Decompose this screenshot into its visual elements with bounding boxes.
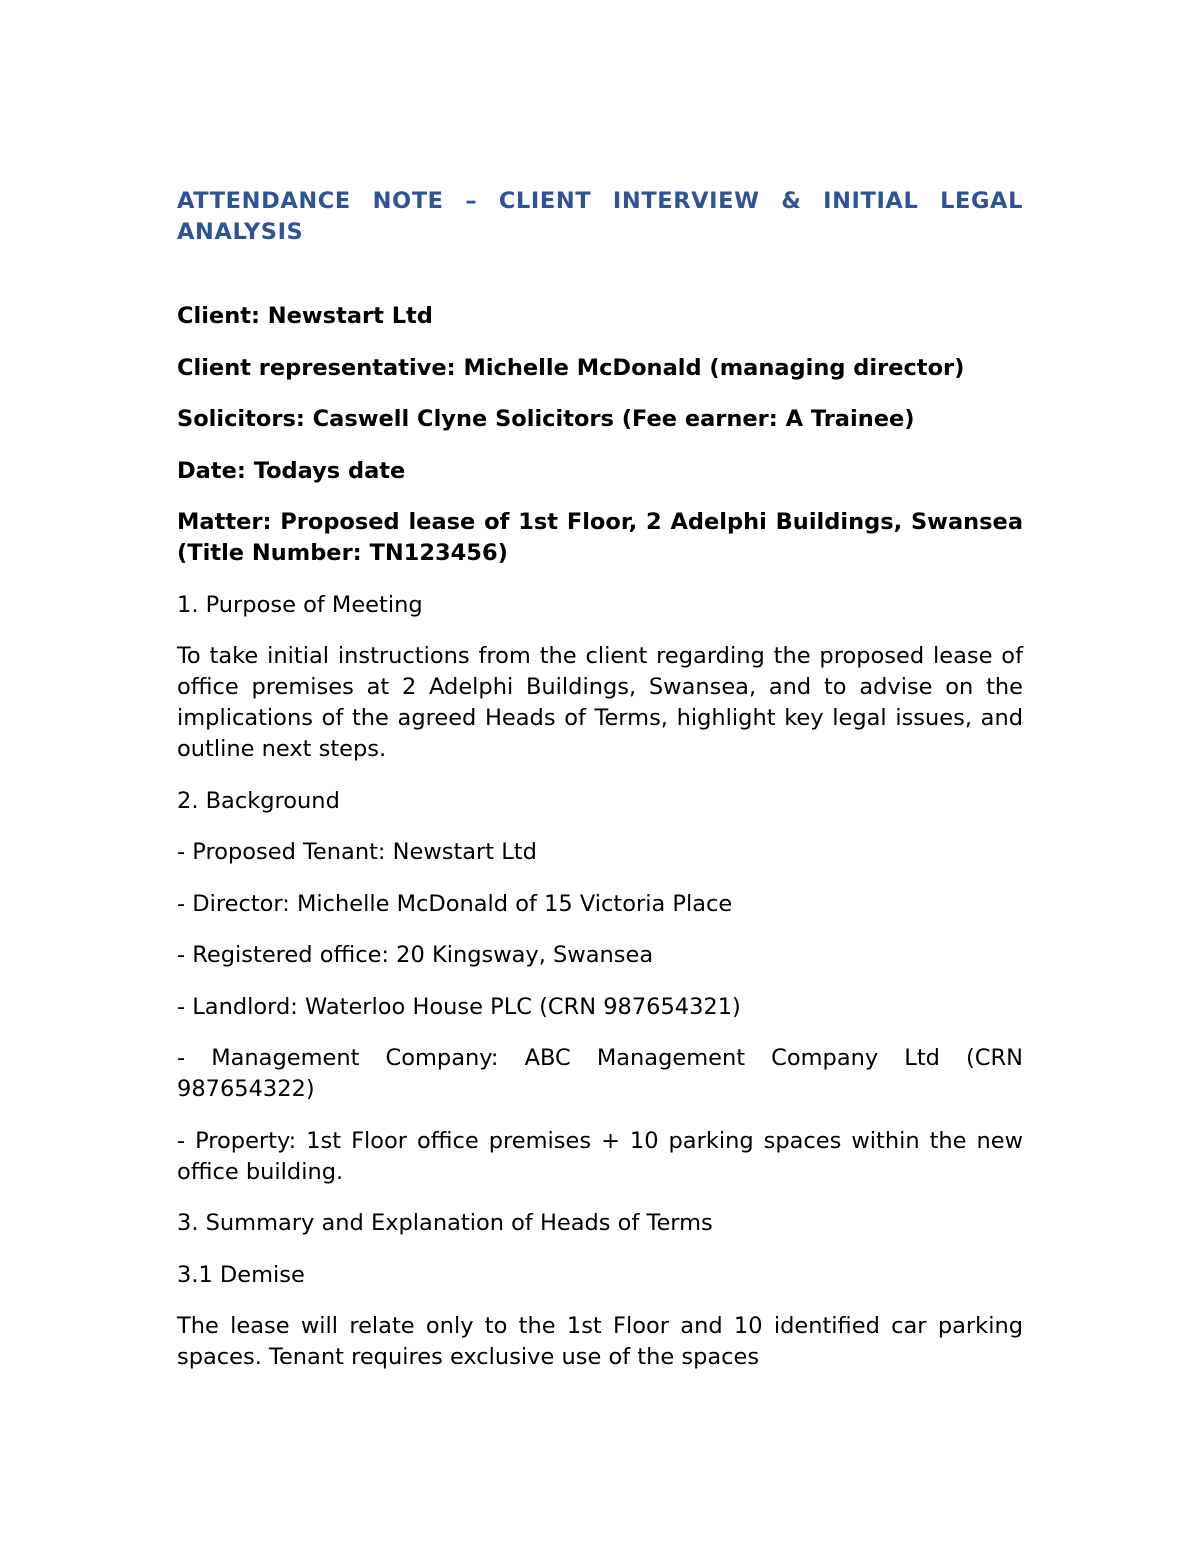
- section-3-1-heading: 3.1 Demise: [177, 1261, 305, 1288]
- background-item-management-company: - Management Company: ABC Management Company Ltd (CRN 987654322): [177, 1045, 1023, 1102]
- background-item-property: - Property: 1st Floor office premises + 10 parking spaces within the new office building.: [177, 1127, 1023, 1185]
- document-page: [177, 186, 1023, 1394]
- background-item-director: - Director: Michelle McDonald of 15 Victoria Place: [177, 890, 733, 917]
- client-representative-line: Client representative: Michelle McDonald (managing director): [177, 354, 965, 381]
- background-item-tenant: - Proposed Tenant: Newstart Ltd: [177, 839, 537, 865]
- section-1-body: To take initial instructions from the client regarding the proposed lease of office premises at 2 Adelphi Buildings, Swansea, and to advise on the implications of the agreed Heads of Terms, highlight key legal issues, and outline next steps.: [177, 643, 1023, 762]
- section-3-heading: 3. Summary and Explanation of Heads of Terms: [177, 1210, 713, 1236]
- background-item-registered-office: - Registered office: 20 Kingsway, Swansea: [177, 942, 654, 968]
- client-line: Client: Newstart Ltd: [177, 303, 433, 329]
- section-1-heading: 1. Purpose of Meeting: [177, 591, 423, 618]
- solicitors-line: Solicitors: Caswell Clyne Solicitors (Fee earner: A Trainee): [177, 406, 915, 432]
- background-item-landlord: - Landlord: Waterloo House PLC (CRN 987654321): [177, 993, 741, 1020]
- section-2-heading: 2. Background: [177, 787, 340, 814]
- date-line: Date: Todays date: [177, 457, 406, 484]
- matter-line: Matter: Proposed lease of 1st Floor, 2 Adelphi Buildings, Swansea (Title Number: TN123456): [177, 509, 1023, 566]
- document-title: ATTENDANCE NOTE – CLIENT INTERVIEW & INITIAL LEGAL ANALYSIS: [177, 188, 1023, 245]
- section-3-1-body: The lease will relate only to the 1st Floor and 10 identified car parking spaces. Tenant requires exclusive use of the spaces: [177, 1313, 1023, 1370]
